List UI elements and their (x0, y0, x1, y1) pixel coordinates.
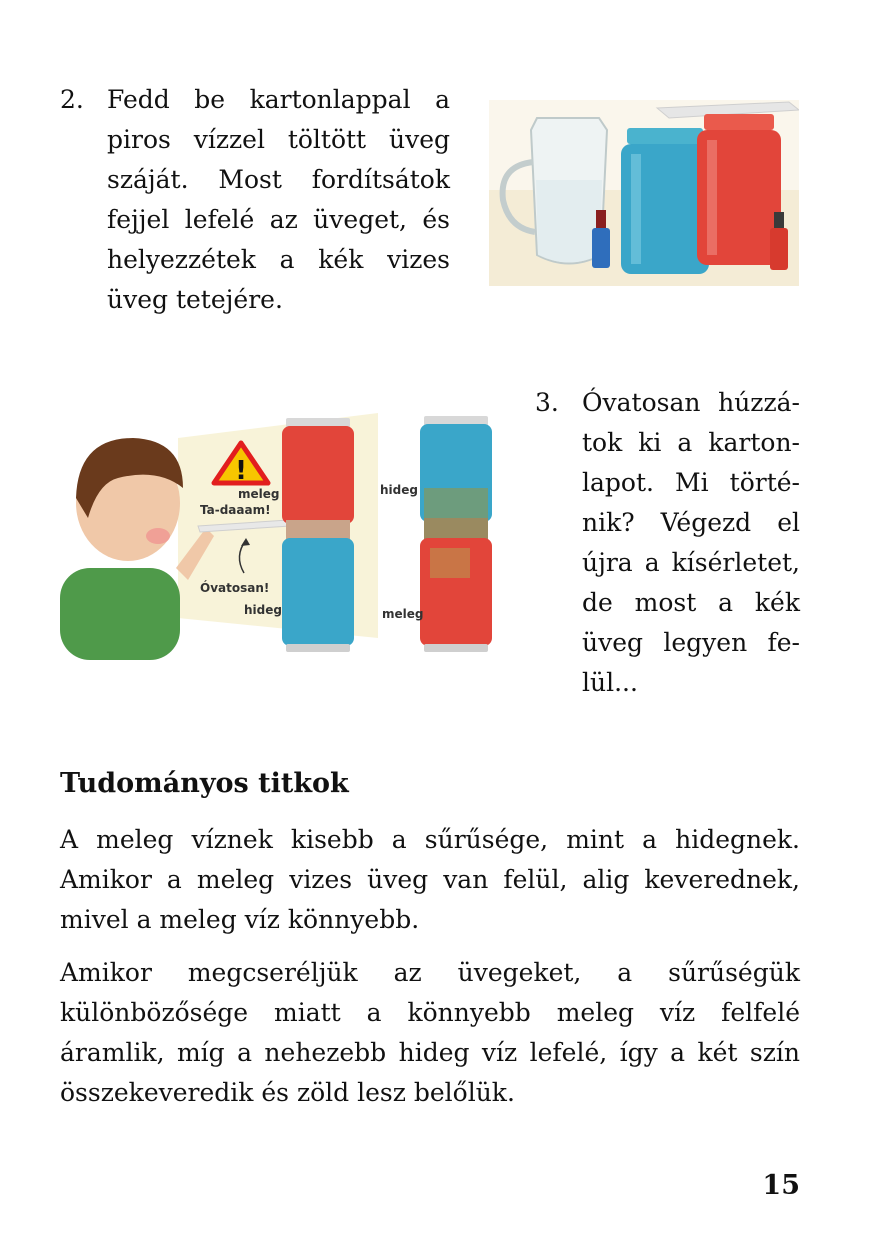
paragraph: A meleg víznek kisebb a sűrűsége, mint a hidegnek. Amikor a meleg vizes üveg van felül, alig keverednek, mivel a meleg víz könnyebb. (60, 825, 800, 934)
paragraph: Amikor megcseréljük az üvegeket, a sűrűségük különbözősége miatt a könnyebb meleg víz felfelé áramlik, míg a nehezebb hideg víz lefelé, így a két szín összekeveredik és zöld lesz belőlük. (60, 958, 800, 1107)
label-hideg-right: hideg (380, 483, 418, 497)
stack-red-over-blue (282, 418, 354, 652)
step-2 (60, 80, 450, 320)
blue-water-jar (621, 128, 709, 274)
step-text: Óvatosan húzzátok ki a kartonlapot. Mi történik? Végezd el újra a kísérletet, de most a kék üveg legyen felül... (582, 388, 800, 697)
step-3 (535, 383, 800, 703)
jars-photo (489, 100, 799, 286)
section-heading: Tudományos titkok (60, 768, 349, 799)
page-number: 15 (762, 1170, 800, 1201)
label-ovatosan: Óvatosan! (200, 581, 270, 595)
experiment-illustration (58, 408, 498, 660)
step-text: Fedd be kartonlappal a piros vízzel töltött üveg száját. Most fordítsátok fejjel lefelé az üveget, és helyezzétek a kék vizes üveg tetejére. (107, 85, 450, 314)
stack-blue-over-red (420, 416, 492, 652)
label-hideg-bottom: hideg (244, 603, 282, 617)
step-number: 3. (535, 388, 559, 417)
step-number: 2. (60, 85, 84, 114)
label-meleg-right: meleg (382, 607, 424, 621)
warning-symbol: ! (235, 456, 247, 486)
red-water-jar (697, 114, 781, 265)
label-tadaaam: Ta-daaam! (200, 503, 271, 517)
label-meleg-top: meleg (238, 487, 280, 501)
